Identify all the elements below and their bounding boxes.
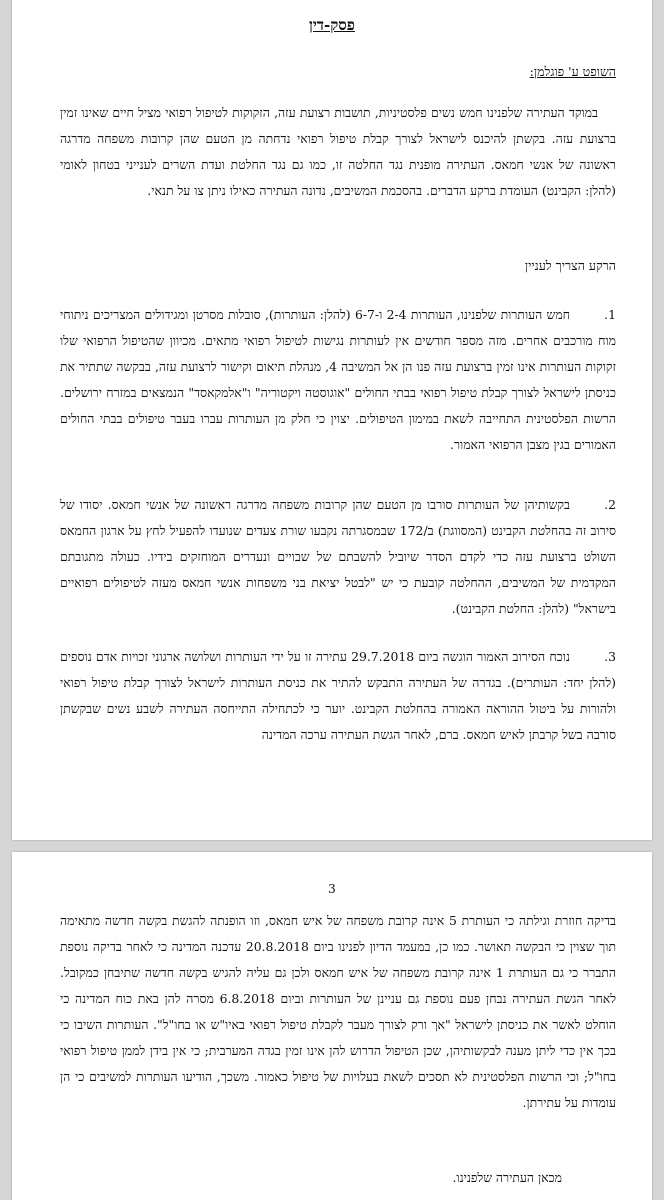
paragraph-3: נוכח הסירוב האמור הוגשה ביום 29.7.2018 עתירה זו על ידי העותרות ושלושה ארגוני זכויות אדם נוספים (להלן יחד: העותרים). בגדרה של העתירה התבקש להתיר את כניסת העותרות לישראל לצורך קבלת טיפול רפואי ולהורות על ביטול ההוראה האמורה בהחלטת הקבינט. יוער כי לכתחילה התייחסה העתירה לשבע נשים שבקשתן סורבה בשל קרבתן לאיש חמאס. ברם, לאחר הגשת העתירה ערכה המדינה — [60, 649, 616, 742]
paragraph-continued: בדיקה חוזרת וגילתה כי העותרת 5 אינה קרובת משפחה של איש חמאס, וזו הופנתה להגשת בקשה חדשה מתאימה תוך שצוין כי הבקשה תאושר. כמו כן, במעמד הדיון לפנינו ביום 20.8.2018 עדכנה המדינה כי לאחר בדיקה נוספת התברר כי גם העותרת 1 אינה קרובת משפחה של איש חמאס ולכן גם עליה להגיש בקשה חדשה שתיבחן כמקובל. לאחר הגשת העתירה נבחן פעם נוספת גם עניינן של העותרות וביום 6.8.2018 מסרה להן באת כוח המדינה כי הוחלט לאשר את כניסתן לישראל "אך ורק לצורך מעבר לקבלת טיפול רפואי באיו"ש או בחו"ל". העותרות השיבו כי בכך אין כדי ליתן מענה לבקשותיהן, שכן הטיפול הדרוש להן אינו זמין בגדה המערבית; כי אין בידן לממן טיפול רפואי בחו"ל; וכי הרשות הפלסטינית לא תסכים לשאת בעלויות של טיפול כאמור. משכך, הודיעו העותרות למשיבים כי הן עומדות על עתירתן. — [60, 913, 617, 1110]
background-heading: הרקע הצריך לעניין — [524, 258, 616, 273]
paragraph-2: בקשותיהן של העותרות סורבו מן הטעם שהן קרובות משפחה מדרגה ראשונה של אנשי חמאס. יסודו של סירוב זה בהחלטת הקבינט (המסווגת) ב/172 שבמסגרתה נקבעו שורת צעדים שנועדו להפעיל לחץ על ארגון החמאס השולט ברצועת עזה כדי לקדם הסדר שיוביל להשבתם של שבויים ונעדרים המוחזקים בידיו. כעולה מתגובתם המקדמית של המשיבים, ההחלטה קובעת כי יש "לבטל יציאת בני משפחות אנשי חמאס מעזה לטיפולים רפואיים בישראל" (להלן: החלטת הקבינט). — [60, 497, 616, 616]
verdict-title: פסק-דין — [309, 16, 355, 34]
document-page-1 — [12, 0, 652, 840]
page-number: 3 — [328, 882, 336, 896]
paragraph-number: 2. — [604, 497, 616, 512]
paragraph-1: חמש העותרות שלפנינו, העותרות 2-4 ו-6-7 (להלן: העותרות), סובלות מסרטן ומגידולים המצריכים ניתוחי מוח מורכבים אחרים. מזה מספר חודשים אין לעותרות נגישות לטיפול רפואי מתאים. מכיוון שהטיפול הרפואי שלו זקוקות העותרות אינו זמין ברצועת עזה פנו הן אל המשיבה 4, מנהלת תיאום וקישור לרצועת עזה, בבקשה שתתיר את כניסתן לישראל לצורך קבלת טיפול רפואי בבתי החולים "אוגוסטה ויקטוריה" ו"אלמקאסד" הנמצאים במזרח ירושלים. הרשות הפלסטינית התחייבה לשאת במימון הטיפולים. יצוין כי חלק מן העותרות עברו בעבר טיפולים בבתי החולים האמורים בגין מצבן הרפואי האמור. — [60, 307, 617, 452]
closing-line: מכאן העתירה שלפנינו. — [452, 1170, 562, 1185]
intro-paragraph: במוקד העתירה שלפנינו חמש נשים פלסטיניות, תושבות רצועת עזה, הזקוקות לטיפול רפואי מציל חיים שאינו זמין ברצועת עזה. בקשתן להיכנס לישראל לצורך קבלת טיפול רפואי נדחתה מן הטעם שהן קרובות משפחה מדרגה ראשונה של אנשי חמאס. העתירה מופנית נגד החלטה זו, כמו גם נגד החלטת ועדת השרים לענייני בטחון לאומי (להלן: הקבינט) העומדת ברקע הדברים. בהסכמת המשיבים, נדונה העתירה כאילו ניתן צו על תנאי. — [60, 105, 616, 198]
judge-name: השופט ע' פוגלמן: — [529, 64, 616, 79]
paragraph-number: 3. — [604, 649, 616, 664]
paragraph-number: 1. — [604, 307, 616, 322]
document-page-2 — [12, 852, 652, 1200]
